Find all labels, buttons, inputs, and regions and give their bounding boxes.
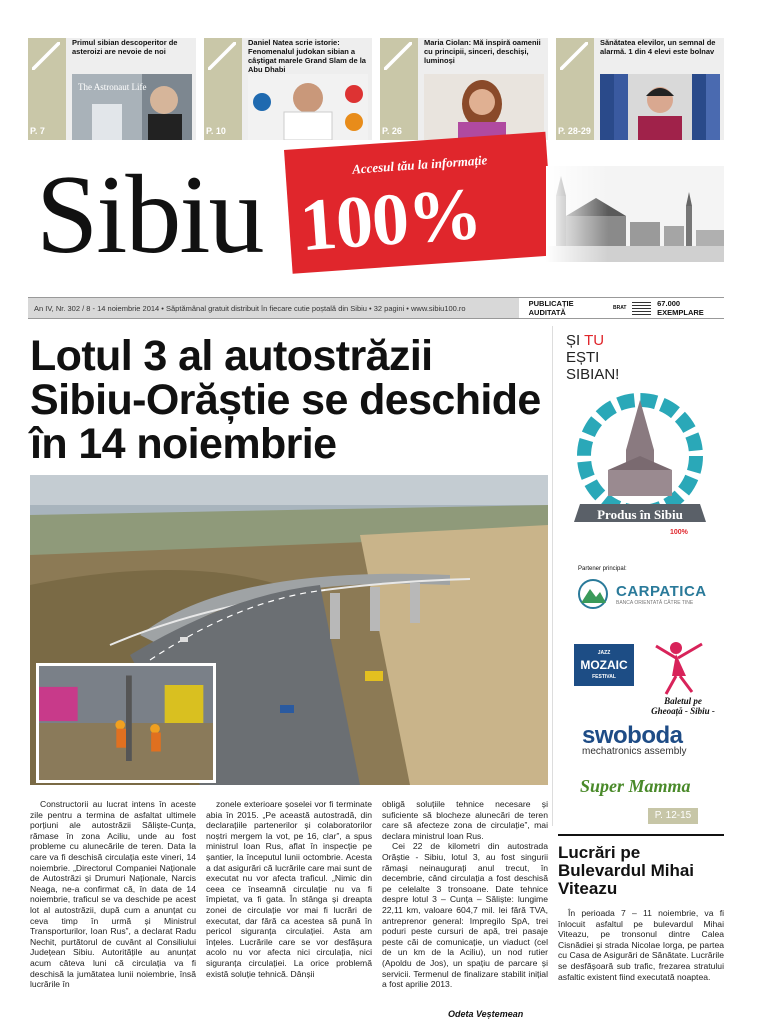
carpatica-bank-logo[interactable] [576,574,726,614]
sidebar-slogan [566,332,619,383]
circulation-count: 67.000 EXEMPLARE [657,299,704,317]
swoboda-logo[interactable]: swoboda [582,722,683,749]
issue-details: An IV, Nr. 302 / 8 - 14 noiembrie 2014 • Săptămânal gratuit distribuit în fiecare cutie poștală din Sibiu • 32 pagini • www.sibiu100.ro [28,298,519,318]
teaser-page: P. 28-29 [558,126,591,136]
masthead-title: Sibiu [36,153,263,277]
teaser-health[interactable] [556,38,724,140]
sidebar-divider [552,326,553,826]
teaser-title: Primul sibian descoperitor de asteroizi are nevoie de noi [72,38,178,56]
mountain-logo-icon [576,579,610,609]
sidebar [556,326,726,826]
article-paragraph: Constructorii au lucrat intens în aceste zile pentru a termina de asfaltat ultimele porțiuni ale autostrăzii Săliște-Cunța, rămase în zona Aciliu, unde au fost probleme cu alunecările de teren. Data la care va fi deschisă circulația este vineri, 14 noiembrie. „Directorul Companiei Naționale de Autostrăzi și Drumuri Naționale, Narcis Neaga, ne-a confirmat că, în data de 14 noiembrie, traficul se va deschide pe acest lot al autostrăzii, după cum a anunțat cu ceva timp în urmă și Ministrul Transporturilor, Ioan Rus”, a declarat Radu Nechit, purtătorul de cuvânt al Consiliului Județean Sibiu. Autoritățile au anunțat acum câteva luni că circulația va fi deschisă la jumătatea lunii noiembrie, însă lucrările în [30,799,196,990]
article-body [30,799,548,1019]
construction-workers-inset-photo [36,663,216,783]
produs-in-sibiu-logo[interactable] [570,386,710,556]
logo-percent: 100% [670,529,688,536]
audit-org-label: BRAT [612,305,627,311]
article-paragraph: zonele exterioare șoselei vor fi terminate abia în 2015. „Pe această autostradă, din declarațiile partenerilor și colaboratorilor noștri mergem la vot, pe 16, clar”, a spus ministrul Ioan Rus, aflat în inspecție pe șantier, la începutul lunii octombrie. Acesta a dat asigurări că lucrările care mai sunt de executat nu vor afecta traficul. „Nimic din ceea ce înseamnă circulație nu va fi împietat, va fi gata. În stânga și dreapta zonei de circulație vor mai fi lucrări de executat, dar fără ca acestea să pună în pericol siguranța circulației. Asta am înțeles. Lucrările care se vor desfășura acolo nu vor afecta nici circulația, nici siguranța circulației. La orice problemă există soluție tehnică. Dânșii [206,799,372,979]
teaser-page: P. 7 [30,126,45,136]
article-column-3 [382,799,548,1019]
teaser-tab [556,38,594,140]
article-byline: Odeta Veștemean [448,1009,524,1019]
teaser-tab [380,38,418,140]
article-paragraph: obligă soluțiile tehnice necesare și suficiente să blocheze alunecări de teren care să afecteze zona de circulație”, mai declara ministrul Ioan Rus. [382,799,548,841]
secondary-article-rule [558,834,724,836]
teaser-title: Maria Ciolan: Mă inspiră oamenii cu principii, sinceri, deschiși, luminoși [424,38,541,65]
teaser-photo [600,74,720,140]
swoboda-tagline: mechatronics assembly [582,746,687,757]
mozaic-name: MOZAIC [580,658,628,672]
article-paragraph: Cei 22 de kilometri din autostrada Orăștie - Sibiu, lotul 3, au fost singurii rămași neinaugurați anul trecut, în decembrie, când circulația a fost deschisă pe celelalte 3 tronsoane. Date tehnice despre lotul 3 – Cunța – Săliște: lungime 22,11 km, valoare 604,7 mil. lei fără TVA, antreprenor general: Impregilo SpA, trei poduri peste cursuri de apă, trei pasaje peste căi de comunicație, un viaduct (cel de un km de la Aciliu), un nod rutier (Apoldu de Jos), un spațiu de parcare și servicii. Termenul de finalizare stabilit inițial a fost aprilie 2013. [382,841,548,990]
slogan-text: EȘTI [566,349,600,366]
teaser-title: Sănătatea elevilor, un semnal de alarmă. 1 din 4 elevi este bolnav [600,38,716,56]
main-headline: Lotul 3 al autostrăzii Sibiu-Orăștie se deschide în 14 noiembrie [30,332,541,468]
slogan-text: ȘI [566,332,585,349]
teaser-tab [204,38,242,140]
secondary-body: În perioada 7 – 11 noiembrie, va fi înlocuit asfaltul pe bulevardul Mihai Viteazu, pe tronsonul dintre Calea Cisnădiei și strada Nicolae Iorga, pe partea cu Casa de Asigurări de Sănătate. Lucrările se desfășoară sub trafic, frezarea stratului asfaltic existent fiind executată noaptea. [558,908,724,982]
slogan-text: SIBIAN! [566,366,620,383]
mozaic-festival: FESTIVAL [592,674,616,680]
secondary-headline: Lucrări pe Bulevardul Mihai Viteazu [558,843,695,898]
mozaic-jazz-festival-logo[interactable] [574,644,634,686]
slogan-highlight: TU [584,332,605,349]
masthead-brand: 100% [297,172,484,268]
super-mamma-logo[interactable]: Super Mamma [580,776,691,796]
teaser-astronomy[interactable] [28,38,196,140]
masthead-tagline: Accesul tău la informație [351,152,488,177]
teaser-row [28,38,724,140]
teaser-interview[interactable] [380,38,548,140]
teaser-page: P. 10 [206,126,226,136]
teaser-tab [28,38,66,140]
article-column-2 [206,799,372,1019]
teaser-page: P. 26 [382,126,402,136]
teaser-judo[interactable] [204,38,372,140]
issue-info-bar [28,297,724,319]
teaser-title: Daniel Natea scrie istorie: Fenomenalul judokan sibian a câștigat marele Grand Slam de la Abu Dhabi [248,38,366,74]
mozaic-jazz: JAZZ [597,650,611,656]
carpatica-name: CARPATICA [616,582,707,600]
carpatica-slogan: BANCA ORIENTATĂ CĂTRE TINE [616,599,694,606]
teaser-photo [72,74,192,140]
teaser-photo [248,74,368,140]
ballet-label: Baletul pe Gheoață - Sibiu - [651,696,715,716]
teaser-photo [424,74,544,140]
sidebar-page-reference: P. 12-15 [648,808,698,824]
logo-text: Produs în Sibiu [597,507,683,522]
audit-logo-icon [632,301,651,315]
partner-label: Partener principal: [578,566,627,572]
teaser-photo-caption: The Astronaut Life [78,82,147,92]
article-column-1 [30,799,196,1019]
audited-label: PUBLICAȚIE AUDITATĂ [528,299,574,317]
city-skyline-illustration [546,166,724,262]
